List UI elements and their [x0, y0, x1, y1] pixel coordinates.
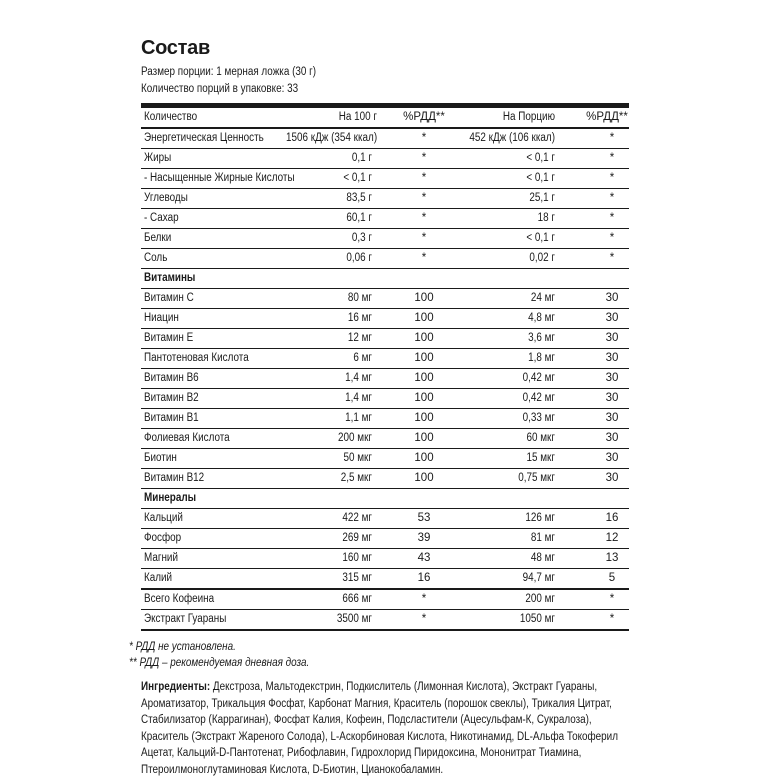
nutrient-name: Витамин Е: [144, 332, 194, 344]
rdd-per-100g: 100: [414, 472, 434, 484]
value-per-portion: 24 мг: [530, 292, 555, 304]
nutrient-name: Фолиевая Кислота: [144, 432, 230, 444]
nutrient-name: Белки: [144, 232, 172, 244]
rdd-per-portion: 30: [605, 472, 619, 484]
nutrient-name: Пантотеновая Кислота: [144, 352, 249, 364]
table-row: [141, 149, 629, 169]
value-per-portion: < 0,1 г: [526, 232, 555, 244]
value-per-portion: 1050 мг: [519, 613, 555, 625]
footnote-rdd-not-set: * РДД не установлена.: [129, 641, 236, 653]
table-row: [141, 529, 629, 549]
nutrient-name: Биотин: [144, 452, 177, 464]
rdd-per-100g: 39: [417, 532, 431, 544]
value-per-100g: 666 мг: [342, 593, 372, 605]
rdd-per-100g: 100: [414, 392, 434, 404]
nutrient-name: Энергетическая Ценность: [144, 132, 264, 144]
header-rdd-100g: %РДД**: [403, 111, 445, 123]
nutrition-label: [129, 36, 629, 778]
nutrient-name: Магний: [144, 552, 178, 564]
nutrient-name: Всего Кофеина: [144, 593, 215, 605]
section-title: Минералы: [144, 492, 197, 504]
table-row: [141, 590, 629, 610]
rdd-per-100g: *: [421, 212, 427, 224]
rdd-per-100g: *: [421, 232, 427, 244]
header-per-100g: На 100 г: [338, 111, 377, 123]
rdd-per-portion: *: [609, 232, 615, 244]
value-per-portion: 126 мг: [525, 512, 555, 524]
nutrition-table: [141, 108, 629, 631]
table-row: [141, 229, 629, 249]
value-per-100g: 1,4 мг: [345, 392, 372, 404]
value-per-portion: 60 мкг: [526, 432, 555, 444]
table-row: [141, 369, 629, 389]
nutrient-name: Соль: [144, 252, 168, 264]
rdd-per-100g: 100: [414, 432, 434, 444]
rdd-per-portion: 13: [605, 552, 619, 564]
table-row: [141, 389, 629, 409]
footnotes: [129, 639, 629, 671]
rdd-per-100g: 100: [414, 452, 434, 464]
ingredients-text: Декстроза, Мальтодекстрин, Подкислитель (Лимонная Кислота), Экстракт Гуараны, Ароматизатор, Трикальция Фосфат, Карбонат Магния, Краситель (порошок свеклы), Трикалия Цитрат, Стабилизатор (Каррагинан), Фосфат Калия, Кофеин, Подсластители (Ацесульфам-К, Сукралоза), Краситель (Экстракт Жареного Солода), L-Аскорбиновая Кислота, Никотинамид, DL-Альфа Токоферил Ацетат, Кальций-D-Пантотенат, Рибофлавин, Гидрохлорид Пиридоксина, Мононитрат Тиамина, Птероилмоноглутаминовая Кислота, D-Биотин, Цианокобаламин.: [141, 681, 618, 776]
nutrient-name: Витамин В6: [144, 372, 199, 384]
value-per-100g: 83,5 г: [346, 192, 372, 204]
value-per-100g: 80 мг: [347, 292, 372, 304]
value-per-portion: 4,8 мг: [528, 312, 555, 324]
value-per-100g: 1,4 мг: [345, 372, 372, 384]
rdd-per-portion: *: [609, 593, 615, 605]
value-per-portion: 81 мг: [530, 532, 555, 544]
rdd-per-100g: 100: [414, 292, 434, 304]
rdd-per-portion: 30: [605, 292, 619, 304]
nutrient-name: Витамин В12: [144, 472, 205, 484]
nutrient-name: Экстракт Гуараны: [144, 613, 227, 625]
rdd-per-portion: 5: [608, 572, 616, 584]
rdd-per-100g: 100: [414, 332, 434, 344]
nutrient-name: - Сахар: [144, 212, 179, 224]
table-row: [141, 169, 629, 189]
header-rdd-portion: %РДД**: [586, 111, 628, 123]
ingredients-block: [141, 679, 629, 778]
table-body: [141, 129, 629, 631]
rdd-per-100g: 100: [414, 352, 434, 364]
value-per-100g: 1,1 мг: [345, 412, 372, 424]
value-per-100g: < 0,1 г: [343, 172, 372, 184]
table-row: [141, 349, 629, 369]
value-per-portion: 1,8 мг: [528, 352, 555, 364]
footnote-rdd-definition: ** РДД – рекомендуемая дневная доза.: [129, 657, 310, 669]
rdd-per-portion: *: [609, 172, 615, 184]
value-per-portion: 452 кДж (106 ккал): [469, 132, 555, 144]
rdd-per-100g: 100: [414, 372, 434, 384]
rdd-per-portion: 30: [605, 312, 619, 324]
value-per-100g: 2,5 мкг: [340, 472, 372, 484]
value-per-portion: < 0,1 г: [526, 172, 555, 184]
table-row: [141, 469, 629, 489]
section-row: [141, 489, 629, 509]
table-row: [141, 209, 629, 229]
value-per-100g: 160 мг: [342, 552, 372, 564]
nutrient-name: Кальций: [144, 512, 183, 524]
value-per-portion: 48 мг: [530, 552, 555, 564]
value-per-portion: 18 г: [537, 212, 555, 224]
section-row: [141, 269, 629, 289]
serving-size: Размер порции: 1 мерная ложка (30 г): [141, 66, 317, 78]
ingredients-label: Ингредиенты:: [141, 681, 211, 693]
table-row: [141, 449, 629, 469]
rdd-per-portion: 30: [605, 432, 619, 444]
value-per-100g: 1506 кДж (354 ккал): [286, 132, 378, 144]
table-row: [141, 289, 629, 309]
value-per-100g: 315 мг: [342, 572, 372, 584]
value-per-100g: 200 мкг: [338, 432, 372, 444]
rdd-per-portion: 16: [605, 512, 619, 524]
rdd-per-portion: 12: [605, 532, 619, 544]
rdd-per-100g: *: [421, 132, 427, 144]
rdd-per-portion: 30: [605, 392, 619, 404]
rdd-per-portion: 30: [605, 452, 619, 464]
nutrient-name: Углеводы: [144, 192, 188, 204]
rdd-per-portion: 30: [605, 352, 619, 364]
rdd-per-portion: 30: [605, 412, 619, 424]
nutrient-name: Витамин В1: [144, 412, 199, 424]
nutrient-name: Витамин С: [144, 292, 194, 304]
rdd-per-100g: *: [421, 613, 427, 625]
value-per-100g: 422 мг: [342, 512, 372, 524]
nutrient-name: - Насыщенные Жирные Кислоты: [144, 172, 295, 184]
table-row: [141, 189, 629, 209]
value-per-portion: 0,42 мг: [522, 372, 555, 384]
rdd-per-portion: 30: [605, 372, 619, 384]
rdd-per-100g: 16: [417, 572, 431, 584]
rdd-per-portion: *: [609, 252, 615, 264]
servings-per-pack: Количество порций в упаковке: 33: [141, 83, 299, 95]
rdd-per-portion: *: [609, 212, 615, 224]
rdd-per-100g: 53: [417, 512, 431, 524]
rdd-per-100g: *: [421, 152, 427, 164]
value-per-100g: 3500 мг: [336, 613, 372, 625]
value-per-100g: 269 мг: [342, 532, 372, 544]
table-row: [141, 249, 629, 269]
value-per-100g: 0,06 г: [346, 252, 372, 264]
header-quantity: Количество: [144, 111, 198, 123]
value-per-100g: 6 мг: [353, 352, 372, 364]
value-per-100g: 0,1 г: [351, 152, 372, 164]
value-per-portion: 0,33 мг: [522, 412, 555, 424]
value-per-portion: 200 мг: [525, 593, 555, 605]
rdd-per-100g: 43: [417, 552, 431, 564]
value-per-portion: 15 мкг: [526, 452, 555, 464]
value-per-portion: 25,1 г: [529, 192, 555, 204]
table-row: [141, 329, 629, 349]
rdd-per-100g: 100: [414, 312, 434, 324]
nutrient-name: Фосфор: [144, 532, 182, 544]
nutrient-name: Витамин В2: [144, 392, 199, 404]
rdd-per-100g: 100: [414, 412, 434, 424]
rdd-per-portion: *: [609, 613, 615, 625]
rdd-per-100g: *: [421, 172, 427, 184]
value-per-portion: 3,6 мг: [528, 332, 555, 344]
table-row: [141, 129, 629, 149]
rdd-per-100g: *: [421, 593, 427, 605]
value-per-portion: 94,7 мг: [522, 572, 555, 584]
table-row: [141, 509, 629, 529]
header-per-portion: На Порцию: [502, 111, 555, 123]
table-row: [141, 309, 629, 329]
value-per-portion: 0,42 мг: [522, 392, 555, 404]
table-row: [141, 569, 629, 590]
table-header-row: [141, 108, 629, 129]
rdd-per-portion: *: [609, 132, 615, 144]
nutrient-name: Ниацин: [144, 312, 179, 324]
table-row: [141, 409, 629, 429]
rdd-per-100g: *: [421, 252, 427, 264]
rdd-per-portion: *: [609, 192, 615, 204]
table-row: [141, 549, 629, 569]
value-per-portion: < 0,1 г: [526, 152, 555, 164]
nutrient-name: Жиры: [144, 152, 172, 164]
value-per-portion: 0,02 г: [529, 252, 555, 264]
table-row: [141, 429, 629, 449]
value-per-100g: 60,1 г: [346, 212, 372, 224]
value-per-100g: 50 мкг: [343, 452, 372, 464]
nutrient-name: Калий: [144, 572, 173, 584]
value-per-portion: 0,75 мкг: [518, 472, 555, 484]
table-row: [141, 610, 629, 631]
value-per-100g: 12 мг: [347, 332, 372, 344]
value-per-100g: 0,3 г: [351, 232, 372, 244]
label-title: Состав: [141, 37, 210, 59]
section-title: Витамины: [144, 272, 196, 284]
rdd-per-100g: *: [421, 192, 427, 204]
rdd-per-portion: *: [609, 152, 615, 164]
rdd-per-portion: 30: [605, 332, 619, 344]
value-per-100g: 16 мг: [347, 312, 372, 324]
